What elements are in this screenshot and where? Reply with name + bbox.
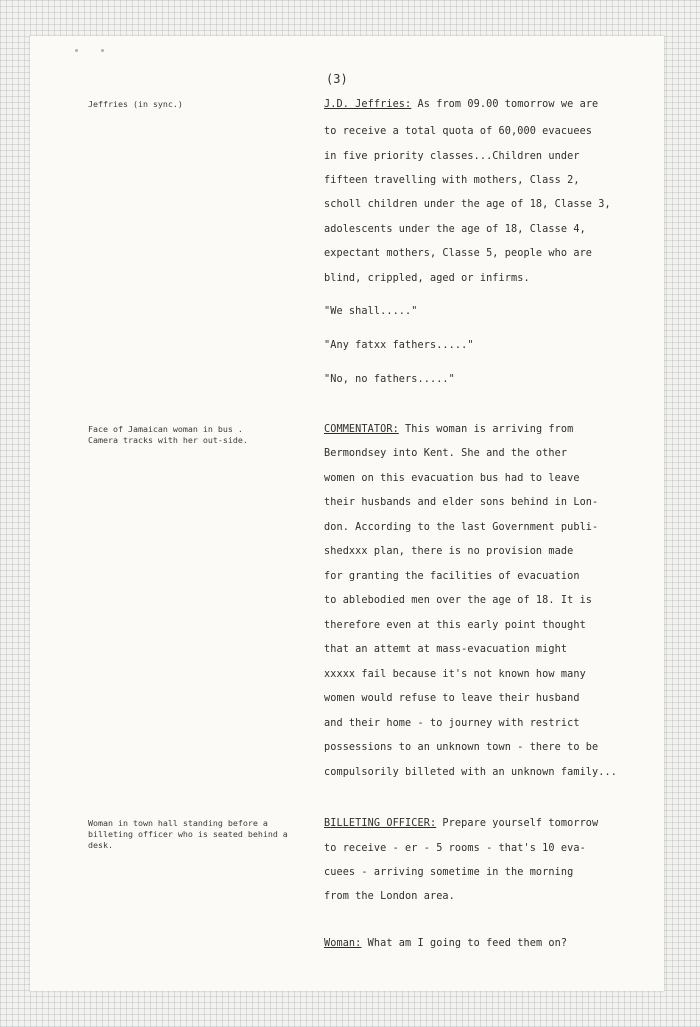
dialogue-line: to ablebodied men over the age of 18. It is <box>324 595 593 606</box>
dialogue-line: for granting the facilities of evacuation <box>324 571 580 582</box>
speaker-jeffries: J.D. Jeffries: <box>324 99 412 110</box>
staple-hole <box>75 49 78 52</box>
dialogue-line: therefore even at this early point thought <box>324 620 586 631</box>
dialogue-line: Bermondsey into Kent. She and the other <box>324 448 568 459</box>
dialogue-line: blind, crippled, aged or infirms. <box>324 273 530 284</box>
staple-hole <box>101 49 104 52</box>
dialogue-line: scholl children under the age of 18, Classe 3, <box>324 199 611 210</box>
quote-line: "No, no fathers....." <box>324 374 455 385</box>
dialogue-line: to receive - er - 5 rooms - that's 10 eva- <box>324 843 586 854</box>
dialogue-line: women on this evacuation bus had to leave <box>324 473 580 484</box>
dialogue-line: compulsorily billeted with an unknown family... <box>324 767 617 778</box>
dialogue-line: shedxxx plan, there is no provision made <box>324 546 574 557</box>
dialogue-line: women would refuse to leave their husband <box>324 693 580 704</box>
dialogue-line: that an attemt at mass-evacuation might <box>324 644 568 655</box>
speaker-billeting-officer: BILLETING OFFICER: <box>324 818 437 829</box>
dialogue-line: adolescents under the age of 18, Classe 4, <box>324 224 586 235</box>
dialogue-line: from the London area. <box>324 891 455 902</box>
dialogue-text: Prepare yourself tomorrow <box>436 818 599 829</box>
speaker-woman: Woman: <box>324 938 362 949</box>
dialogue-line: in five priority classes...Children under <box>324 151 580 162</box>
dialogue-text: What am I going to feed them on? <box>361 938 568 949</box>
dialogue-line: xxxxx fail because it's not known how many <box>324 669 586 680</box>
speaker-commentator: COMMENTATOR: <box>324 424 399 435</box>
dialogue-line <box>324 424 573 435</box>
dialogue-line <box>324 99 598 110</box>
dialogue-line: cuees - arriving sometime in the morning <box>324 867 574 878</box>
dialogue-line: and their home - to journey with restrict <box>324 718 580 729</box>
quote-line: "Any fatxx fathers....." <box>324 340 474 351</box>
page-number: (3) <box>326 72 348 86</box>
dialogue-line: to receive a total quota of 60,000 evacuees <box>324 126 593 137</box>
dialogue-line: expectant mothers, Classe 5, people who are <box>324 248 593 259</box>
dialogue-line: fifteen travelling with mothers, Class 2, <box>324 175 580 186</box>
quote-line: "We shall....." <box>324 306 418 317</box>
dialogue-line: don. According to the last Government publi- <box>324 522 599 533</box>
dialogue-line: their husbands and elder sons behind in Lon- <box>324 497 599 508</box>
dialogue-line <box>324 818 598 829</box>
dialogue-text: This woman is arriving from <box>398 424 574 435</box>
cue-jamaican-woman: Face of Jamaican woman in bus . Camera tracks with her out-side. <box>88 424 248 445</box>
cue-town-hall: Woman in town hall standing before a billeting officer who is seated behind a desk. <box>88 818 288 850</box>
dialogue-text: As from 09.00 tomorrow we are <box>411 99 599 110</box>
dialogue-line <box>324 938 567 949</box>
cue-jeffries: Jeffries (in sync.) <box>88 99 183 109</box>
dialogue-line: possessions to an unknown town - there to be <box>324 742 599 753</box>
